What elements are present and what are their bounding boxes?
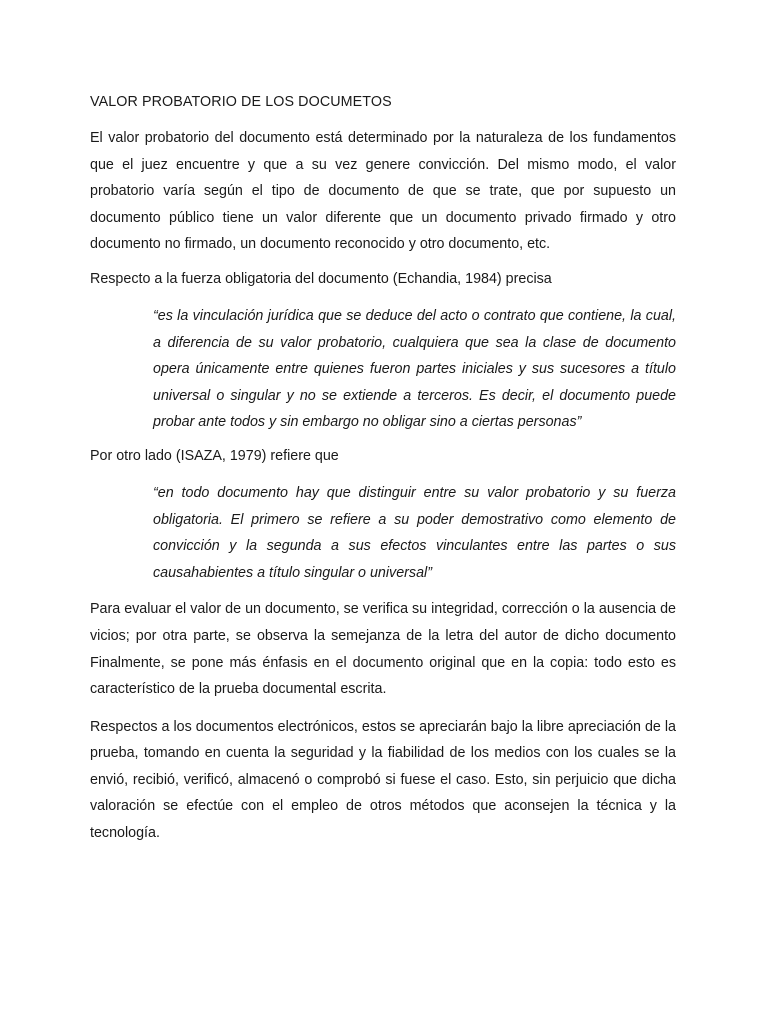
paragraph-fuerza-obligatoria-intro: Respecto a la fuerza obligatoria del documento (Echandia, 1984) precisa xyxy=(90,270,552,287)
paragraph-valor-probatorio: El valor probatorio del documento está determinado por la naturaleza de los fundamentos que el juez encuentre y que a su vez genere convicción. Del mismo modo, el valor probatorio varía según el tipo de documento de que se trate, que por supuesto un documento público tiene un valor diferente que un documento privado firmado y otro documento no firmado, un documento reconocido y otro documento, etc. xyxy=(90,130,676,253)
paragraph-isaza-intro: Por otro lado (ISAZA, 1979) refiere que xyxy=(90,447,339,464)
document-title: VALOR PROBATORIO DE LOS DOCUMETOS xyxy=(90,94,392,110)
paragraph-documentos-electronicos: Respectos a los documentos electrónicos, estos se apreciarán bajo la libre apreciación de la prueba, tomando en cuenta la seguridad y la fiabilidad de los medios con los cuales se la envió, recibió, verificó, almacenó o comprobó si fuese el caso. Esto, sin perjuicio que dicha valoración se efectúe con el empleo de otros métodos que aconsejen la técnica y la tecnología. xyxy=(90,718,676,842)
document-page xyxy=(90,92,676,858)
quote-isaza: “en todo documento hay que distinguir entre su valor probatorio y su fuerza obligatoria. El primero se refiere a su poder demostrativo como elemento de convicción y la segunda a sus efectos vinculantes entre las partes o sus causahabientes a título singular o universal” xyxy=(153,484,676,581)
quote-echandia: “es la vinculación jurídica que se deduce del acto o contrato que contiene, la cual, a diferencia de su valor probatorio, cualquiera que sea la clase de documento opera únicamente entre quienes fueron partes iniciales y sus sucesores a título universal o singular y no se extiende a terceros. Es decir, el documento puede probar ante todos y sin embargo no obligar sino a ciertas personas” xyxy=(153,307,676,431)
paragraph-evaluar-documento: Para evaluar el valor de un documento, se verifica su integridad, corrección o la ausencia de vicios; por otra parte, se observa la semejanza de la letra del autor de dicho documento Finalmente, se pone más énfasis en el documento original que en la copia: todo esto es característico de la prueba documental escrita. xyxy=(90,601,676,698)
